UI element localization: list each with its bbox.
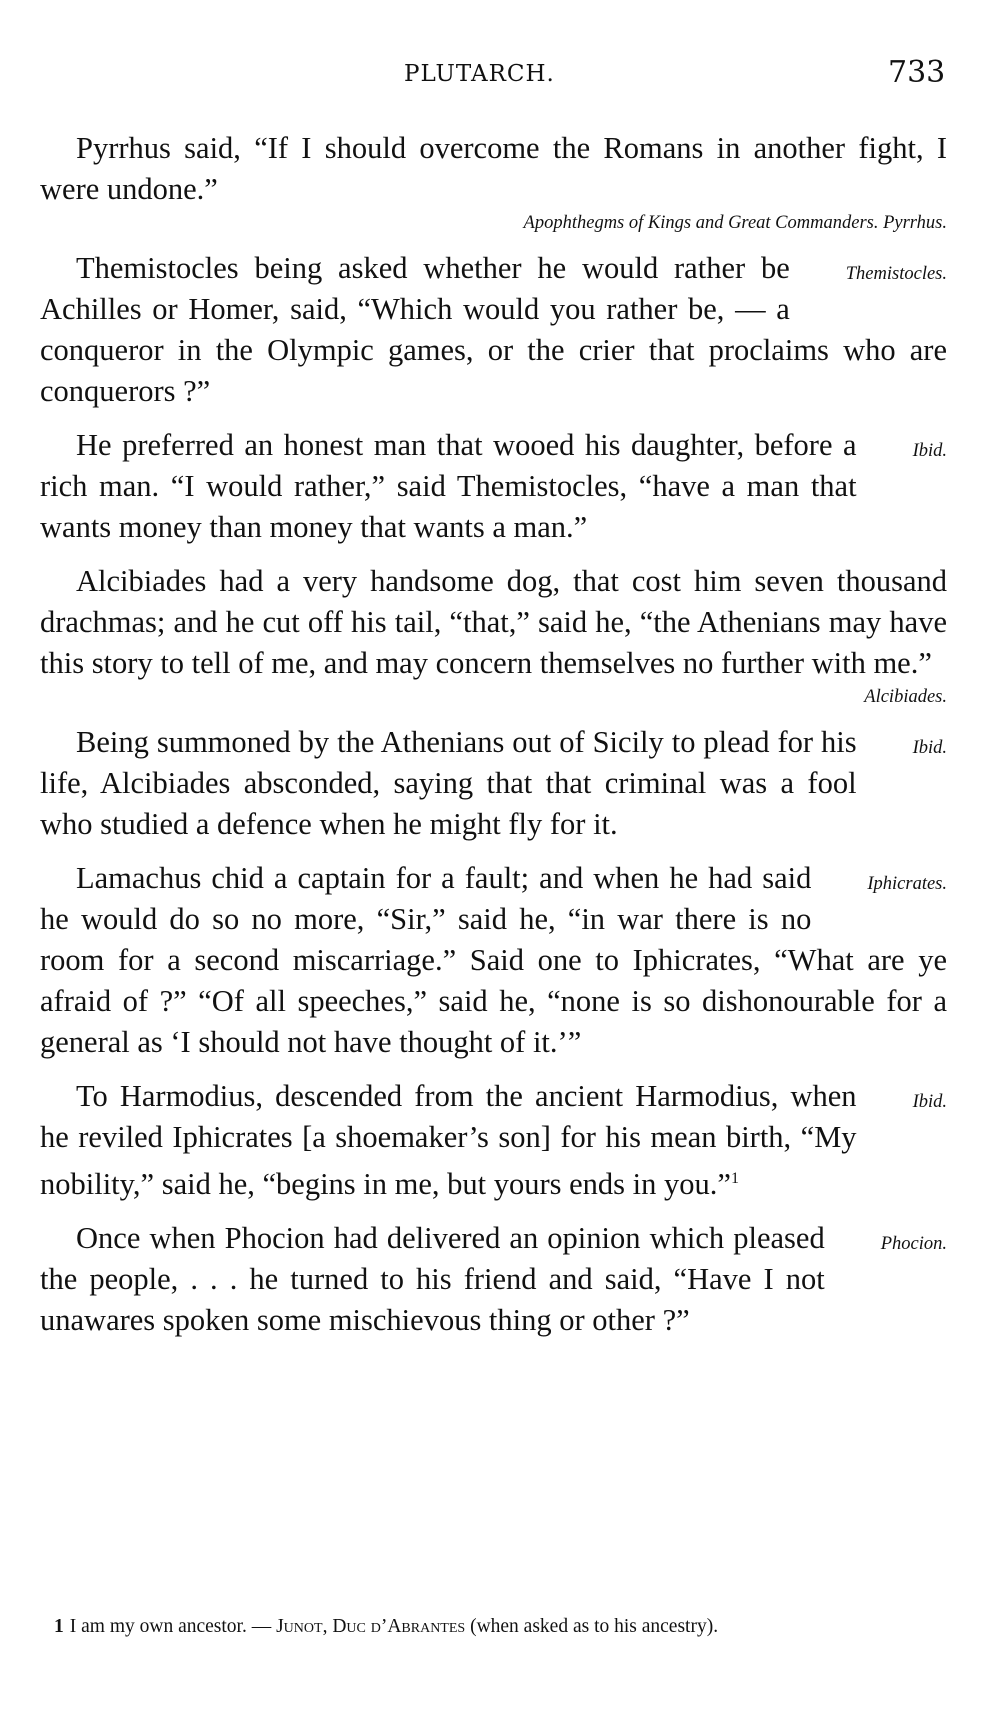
entry-lamachus-iphicrates <box>40 858 947 1063</box>
entry-text <box>40 858 947 1063</box>
entry-text: Pyrrhus said, “If I should overcome the Romans in another fight, I were undone.” <box>40 131 947 206</box>
footnote-author: Junot, Duc d’Abrantes <box>276 1616 466 1637</box>
entry-text-body: Lamachus chid a captain for a fault; and when he had said he would do so no more, “Sir,” said he, “in war there is no room for a second miscarriage.” Said one to Iphicrates, “What are ye afraid of ?” “Of all speeches,” said he, “none is so dishonourable for a general as ‘I should not have thought of it.’” <box>40 861 947 1059</box>
entry-source: Ibid. <box>912 738 947 758</box>
entry-themistocles <box>40 248 947 412</box>
entry-alcibiades-dog <box>40 561 947 709</box>
entry-source: Ibid. <box>912 441 947 461</box>
entry-pyrrhus <box>40 128 947 235</box>
entry-alcibiades-sicily <box>40 722 947 845</box>
entry-source: Alcibiades. <box>864 687 947 707</box>
page-header <box>0 55 1000 95</box>
entry-text: Alcibiades had a very handsome dog, that cost him seven thousand drachmas; and he cut off his tail, “that,” said he, “the Athenians may have this story to tell of me, and may concern themselves no further with me.” <box>40 564 947 680</box>
entry-text <box>40 1218 947 1341</box>
entry-text-body: Being summoned by the Athenians out of Sicily to plead for his life, Alcibiades absconded, saying that that criminal was a fool who studied a defence when he might fly for it. <box>40 725 857 841</box>
footnote <box>40 1613 947 1641</box>
footnote-text-after: (when asked as to his ancestry). <box>470 1616 719 1637</box>
entry-source: Ibid. <box>912 1092 947 1112</box>
entry-text-body: Once when Phocion had delivered an opinion which pleased the people, . . . he turned to his friend and said, “Have I not unawares spoken some mischievous thing or other ?” <box>40 1221 825 1338</box>
main-text <box>40 128 947 1354</box>
entry-harmodius <box>40 1076 947 1205</box>
footnote-text-before: I am my own ancestor. — <box>69 1616 272 1637</box>
entry-source: Apophthegms of Kings and Great Commanders. Pyrrhus. <box>523 213 947 233</box>
page-number: 733 <box>888 55 946 90</box>
entry-phocion <box>40 1218 947 1341</box>
entry-text-body: He preferred an honest man that wooed his daughter, before a rich man. “I would rather,” said Themistocles, “have a man that wants money than money that wants a man.” <box>40 428 857 544</box>
entry-source: Themistocles. <box>845 264 947 284</box>
entry-source: Iphicrates. <box>867 874 947 894</box>
entry-text <box>40 722 947 845</box>
entry-themistocles-daughter <box>40 425 947 548</box>
entry-text <box>40 248 947 412</box>
entry-text-body: To Harmodius, descended from the ancient Harmodius, when he reviled Iphicrates [a shoemaker’s son] for his mean birth, “My nobility,” said he, “begins in me, but yours ends in you.” <box>40 1079 857 1202</box>
entry-source: Phocion. <box>880 1234 947 1255</box>
footnote-reference: 1 <box>730 1170 739 1187</box>
entry-text <box>40 425 947 548</box>
running-title: PLUTARCH. <box>404 61 555 87</box>
footnote-marker: 1 <box>54 1616 64 1637</box>
entry-text <box>40 1076 947 1205</box>
entry-text-body: Themistocles being asked whether he would rather be Achilles or Homer, said, “Which would you rather be, — a conqueror in the Olympic games, or the crier that proclaims who are conquerors ?” <box>40 251 947 408</box>
